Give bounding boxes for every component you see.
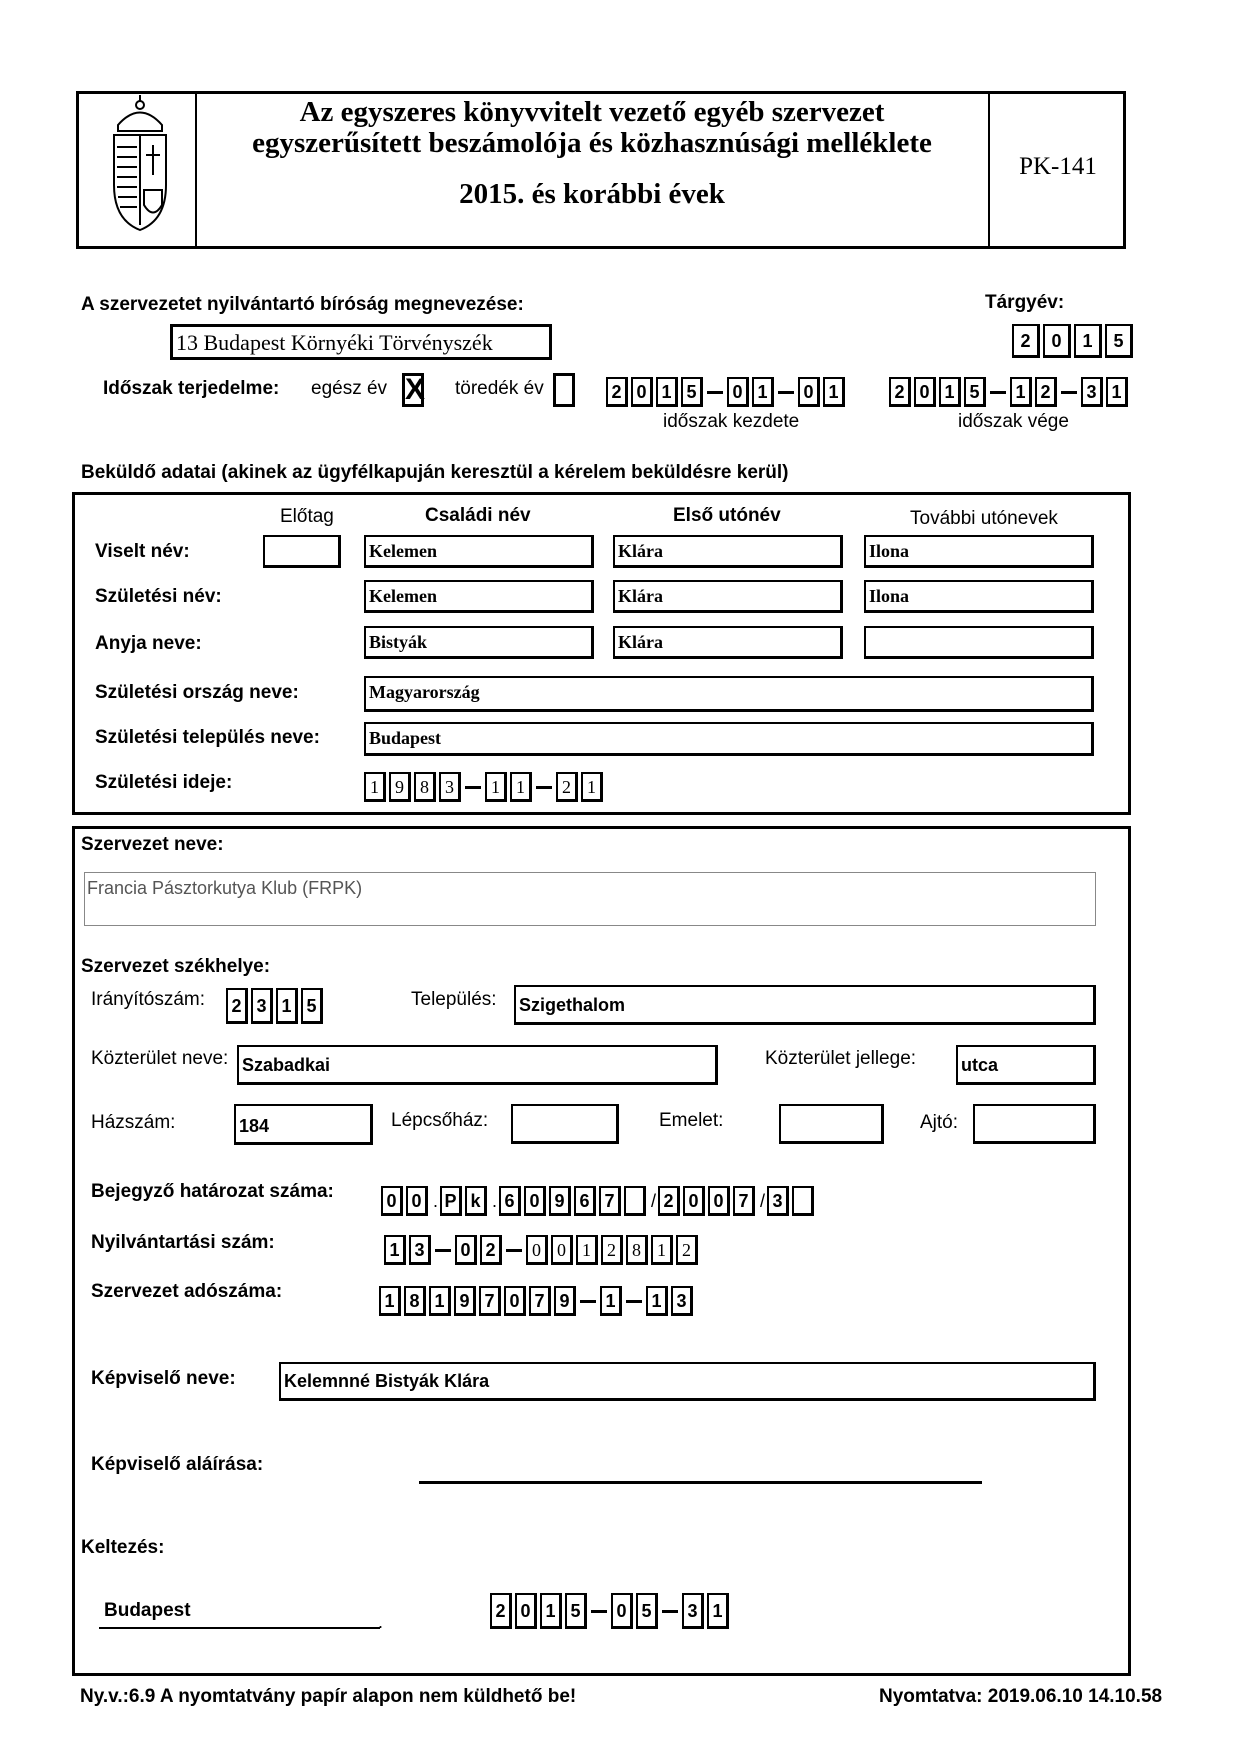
worn-first-field[interactable]: Klára (613, 535, 843, 568)
tax-number-cells[interactable] (379, 1286, 696, 1316)
date-digit[interactable]: 9 (389, 772, 411, 802)
zip-digit[interactable]: 3 (251, 988, 273, 1024)
date-digit[interactable]: 0 (631, 377, 653, 407)
date-digit[interactable]: 2 (889, 377, 911, 407)
year-digit[interactable]: 5 (1105, 324, 1133, 358)
tax-digit[interactable]: 9 (554, 1286, 576, 1316)
whole-year-checkbox[interactable]: X (402, 373, 424, 407)
birth-country-field[interactable]: Magyarország (364, 676, 1094, 712)
worn-name-label: Viselt név: (95, 541, 190, 562)
year-digit[interactable]: 0 (1043, 324, 1071, 358)
reg-decision-char[interactable]: 2 (658, 1186, 680, 1216)
tax-digit[interactable]: 1 (600, 1286, 622, 1316)
mother-first-field[interactable]: Klára (613, 626, 843, 659)
town-label: Település: (411, 989, 497, 1010)
reg-decision-label: Bejegyző határozat száma: (91, 1181, 334, 1202)
date-digit[interactable]: 1 (1106, 377, 1128, 407)
birth-family-field[interactable]: Kelemen (364, 580, 594, 613)
dated-place-dot: . (378, 1612, 384, 1632)
reg-number-digit[interactable]: 2 (601, 1235, 623, 1265)
date-digit[interactable]: 2 (606, 377, 628, 407)
period-start-cells[interactable] (606, 377, 848, 407)
floor-field[interactable] (779, 1104, 884, 1144)
date-digit[interactable]: 5 (636, 1593, 658, 1629)
worn-other-field[interactable]: Ilona (864, 535, 1094, 568)
signature-line[interactable] (419, 1481, 982, 1484)
separator-slash: / (760, 1190, 766, 1211)
reg-decision-char[interactable]: 9 (549, 1186, 571, 1216)
reg-decision-char[interactable]: 6 (499, 1186, 521, 1216)
street-field[interactable]: Szabadkai (237, 1045, 718, 1085)
tax-digit[interactable]: 8 (404, 1286, 426, 1316)
title-line-2: egyszerűsített beszámolója és közhasznúsági melléklete (252, 127, 932, 159)
date-digit[interactable]: 3 (682, 1593, 704, 1629)
zip-digit[interactable]: 1 (276, 988, 298, 1024)
reg-decision-char[interactable]: 3 (767, 1186, 789, 1216)
reg-decision-char[interactable]: 6 (574, 1186, 596, 1216)
reg-number-digit[interactable]: 1 (384, 1235, 406, 1265)
zip-cells[interactable] (226, 988, 326, 1024)
birth-date-label: Születési ideje: (95, 772, 233, 793)
zip-digit[interactable]: 2 (226, 988, 248, 1024)
zip-label: Irányítószám: (91, 989, 206, 1010)
date-separator (536, 786, 552, 789)
dated-cells[interactable] (490, 1593, 732, 1629)
date-digit[interactable]: 0 (515, 1593, 537, 1629)
birth-other-field[interactable]: Ilona (864, 580, 1094, 613)
col-first-header: Első utónév (673, 505, 781, 526)
tax-digit[interactable]: 1 (379, 1286, 401, 1316)
number-separator (580, 1300, 596, 1303)
reg-number-digit[interactable]: 1 (576, 1235, 598, 1265)
court-field[interactable]: 13 Budapest Környéki Törvényszék (170, 324, 552, 360)
date-separator (778, 391, 794, 394)
dated-place[interactable]: Budapest (104, 1600, 191, 1621)
date-digit[interactable]: 1 (752, 377, 774, 407)
tax-digit[interactable]: 1 (429, 1286, 451, 1316)
year-digit[interactable]: 2 (1012, 324, 1040, 358)
col-prefix-header: Előtag (280, 506, 334, 527)
col-other-header: További utónevek (910, 508, 1058, 529)
reg-decision-char[interactable] (792, 1186, 814, 1216)
date-separator (591, 1610, 607, 1613)
form-code: PK-141 (1019, 153, 1097, 180)
date-separator (990, 391, 1006, 394)
street-type-field[interactable]: utca (956, 1045, 1096, 1085)
footer-printed-at: Nyomtatva: 2019.06.10 14.10.58 (879, 1686, 1163, 1707)
reg-decision-char[interactable]: 0 (524, 1186, 546, 1216)
period-end-cells[interactable] (889, 377, 1131, 407)
house-number-label: Házszám: (91, 1112, 176, 1133)
date-digit[interactable]: 0 (798, 377, 820, 407)
date-digit[interactable]: 1 (485, 772, 507, 802)
reg-number-label: Nyilvántartási szám: (91, 1232, 275, 1253)
date-digit[interactable]: 1 (540, 1593, 562, 1629)
reg-decision-char[interactable]: 0 (381, 1186, 403, 1216)
birth-country-label: Születési ország neve: (95, 682, 299, 703)
target-year-cells[interactable] (1012, 324, 1136, 358)
whole-year-label: egész év (311, 378, 388, 399)
street-type-label: Közterület jellege: (765, 1048, 917, 1069)
reg-decision-char[interactable]: k (465, 1186, 487, 1216)
reg-number-digit[interactable]: 0 (526, 1235, 548, 1265)
tax-number-label: Szervezet adószáma: (91, 1281, 283, 1302)
reg-decision-char[interactable]: 0 (683, 1186, 705, 1216)
tax-digit[interactable]: 7 (479, 1286, 501, 1316)
birth-first-field[interactable]: Klára (613, 580, 843, 613)
date-digit[interactable]: 1 (1010, 377, 1032, 407)
footer-version-note: Ny.v.:6.9 A nyomtatvány papír alapon nem küldhető be! (80, 1686, 577, 1707)
birth-date-cells[interactable] (364, 772, 606, 802)
date-digit[interactable]: 2 (1035, 377, 1057, 407)
date-separator (662, 1610, 678, 1613)
reg-decision-char[interactable]: 0 (708, 1186, 730, 1216)
mother-other-field[interactable] (864, 626, 1094, 659)
date-digit[interactable]: 5 (681, 377, 703, 407)
date-digit[interactable]: 0 (727, 377, 749, 407)
signature-label: Képviselő aláírása: (91, 1454, 264, 1475)
mother-family-field[interactable]: Bistyák (364, 626, 594, 659)
date-digit[interactable]: 0 (914, 377, 936, 407)
reg-number-digit[interactable]: 0 (551, 1235, 573, 1265)
tax-digit[interactable]: 0 (504, 1286, 526, 1316)
date-digit[interactable]: 2 (490, 1593, 512, 1629)
dated-place-underline (99, 1627, 380, 1629)
number-separator (626, 1300, 642, 1303)
reg-number-cells[interactable] (384, 1235, 701, 1265)
date-digit[interactable]: 3 (1081, 377, 1103, 407)
reg-number-digit[interactable]: 8 (626, 1235, 648, 1265)
reg-decision-char[interactable]: 0 (406, 1186, 428, 1216)
year-digit[interactable]: 1 (1074, 324, 1102, 358)
date-digit[interactable]: 5 (964, 377, 986, 407)
tax-digit[interactable]: 7 (529, 1286, 551, 1316)
date-separator (1061, 391, 1077, 394)
worn-prefix-field[interactable] (263, 535, 341, 568)
org-name-label: Szervezet neve: (81, 834, 224, 855)
date-digit[interactable]: 1 (939, 377, 961, 407)
reg-decision-char[interactable] (624, 1186, 646, 1216)
reg-decision-char[interactable]: 7 (599, 1186, 621, 1216)
tax-digit[interactable]: 9 (454, 1286, 476, 1316)
period-start-label: időszak kezdete (663, 411, 800, 432)
town-field[interactable]: Szigethalom (514, 985, 1096, 1025)
col-family-header: Családi név (425, 505, 531, 526)
door-field[interactable] (973, 1104, 1096, 1144)
tax-digit[interactable]: 1 (646, 1286, 668, 1316)
date-digit[interactable]: 5 (565, 1593, 587, 1629)
representative-field[interactable]: Kelemnné Bistyák Klára (279, 1362, 1096, 1401)
staircase-field[interactable] (511, 1104, 619, 1144)
reg-number-digit[interactable]: 1 (651, 1235, 673, 1265)
date-digit[interactable]: 3 (439, 772, 461, 802)
representative-label: Képviselő neve: (91, 1368, 236, 1389)
separator-slash: / (651, 1190, 657, 1211)
date-digit[interactable]: 1 (707, 1593, 729, 1629)
floor-label: Emelet: (659, 1110, 724, 1131)
separator-dot: . (492, 1190, 498, 1211)
birth-name-label: Születési név: (95, 586, 222, 607)
org-seat-label: Szervezet székhelye: (81, 956, 271, 977)
worn-family-field[interactable]: Kelemen (364, 535, 594, 568)
reg-decision-char[interactable]: 7 (733, 1186, 755, 1216)
period-end-label: időszak vége (958, 411, 1069, 432)
date-digit[interactable]: 1 (656, 377, 678, 407)
separator-dot: . (433, 1190, 439, 1211)
reg-decision-char[interactable]: P (440, 1186, 462, 1216)
dated-label: Keltezés: (81, 1537, 165, 1558)
date-digit[interactable]: 1 (510, 772, 532, 802)
reg-number-digit[interactable]: 2 (480, 1235, 502, 1265)
street-label: Közterület neve: (91, 1048, 229, 1069)
mother-name-label: Anyja neve: (95, 633, 202, 654)
org-name-field[interactable]: Francia Pásztorkutya Klub (FRPK) (84, 872, 1096, 926)
date-separator (465, 786, 481, 789)
number-separator (435, 1249, 451, 1252)
target-year-label: Tárgyév: (985, 292, 1065, 313)
reg-number-digit[interactable]: 3 (409, 1235, 431, 1265)
date-digit[interactable]: 8 (414, 772, 436, 802)
date-separator (707, 391, 723, 394)
period-label: Időszak terjedelme: (103, 378, 280, 399)
partial-year-checkbox[interactable] (553, 373, 575, 407)
tax-digit[interactable]: 3 (671, 1286, 693, 1316)
title-line-1: Az egyszeres könyvvitelt vezető egyéb szervezet (299, 96, 885, 128)
coat-of-arms-icon (100, 95, 180, 235)
date-digit[interactable]: 2 (556, 772, 578, 802)
date-digit[interactable]: 1 (581, 772, 603, 802)
date-digit[interactable]: 0 (611, 1593, 633, 1629)
house-number-field[interactable]: 184 (234, 1104, 373, 1145)
door-label: Ajtó: (920, 1112, 959, 1133)
court-label: A szervezetet nyilvántartó bíróság megnevezése: (81, 294, 524, 315)
reg-number-digit[interactable]: 2 (676, 1235, 698, 1265)
reg-decision-cells[interactable] (381, 1186, 817, 1216)
partial-year-label: töredék év (455, 378, 544, 399)
date-digit[interactable]: 1 (823, 377, 845, 407)
number-separator (506, 1249, 522, 1252)
form-title (197, 97, 987, 210)
birth-city-field[interactable]: Budapest (364, 722, 1094, 756)
birth-city-label: Születési település neve: (95, 727, 320, 748)
reg-number-digit[interactable]: 0 (455, 1235, 477, 1265)
staircase-label: Lépcsőház: (391, 1110, 489, 1131)
zip-digit[interactable]: 5 (301, 988, 323, 1024)
title-line-3: 2015. és korábbi évek (459, 178, 725, 210)
date-digit[interactable]: 1 (364, 772, 386, 802)
sender-section-label: Beküldő adatai (akinek az ügyfélkapuján keresztül a kérelem beküldésre kerül) (81, 462, 789, 483)
